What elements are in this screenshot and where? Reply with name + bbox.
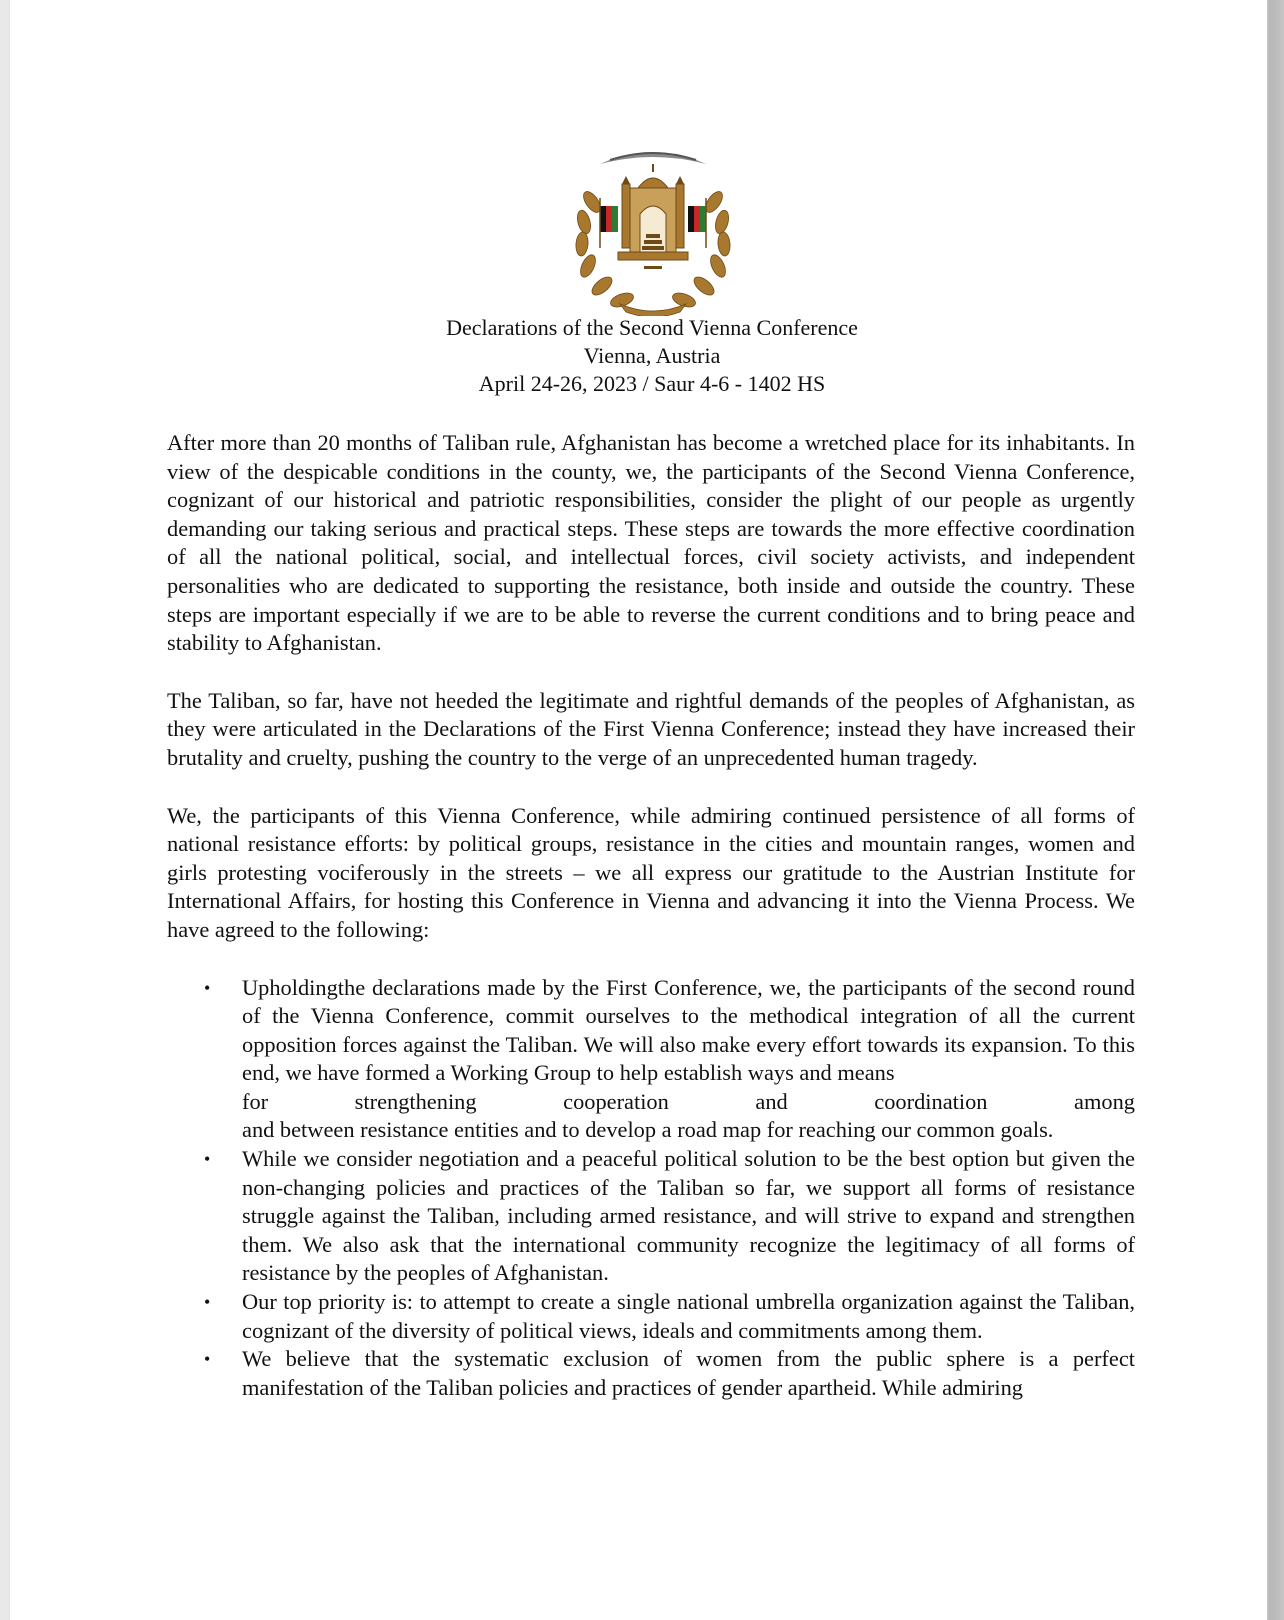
page-edge-left [0,0,10,1620]
declaration-text: While we consider negotiation and a peaceful political solution to be the best option but given the non-changing policies and practices of the Taliban so far, we support all forms of resistance struggle against the Taliban, including armed resistance, and will strive to expand and strengthen them. We also ask that the international community recognize the legitimacy of all forms of resistance by the peoples of Afghanistan. [242,1146,1135,1286]
list-item [167,1345,1135,1402]
list-item [167,1288,1135,1345]
declaration-text-tail: and between resistance entities and to develop a road map for reaching our common goals. [242,1117,1054,1143]
declaration-text: We believe that the systematic exclusion of women from the public sphere is a perfect manifestation of the Taliban policies and practices of gender apartheid. While admiring [242,1346,1135,1400]
declaration-text: Our top priority is: to attempt to create a single national umbrella organization against the Taliban, cognizant of the diversity of political views, ideals and commitments among them. [242,1289,1135,1343]
justified-line [242,1088,1135,1117]
spread-word: for [242,1088,269,1114]
paragraph-intro: After more than 20 months of Taliban rule, Afghanistan has become a wretched place for its inhabitants. In view of the despicable conditions in the county, we, the participants of the Second Vienna Conference, cognizant of our historical and patriotic responsibilities, consider the plight of our people as urgently demanding our taking serious and practical steps. These steps are towards the more effective coordination of all the national political, social, and intellectual forces, civil society activists, and independent personalities who are dedicated to supporting the resistance, both inside and outside the country. These steps are important especially if we are to be able to reverse the current conditions and to bring peace and stability to Afghanistan. [167,430,1135,656]
page-edge-right [1267,0,1284,1620]
document-page [10,0,1267,1620]
document-title: Declarations of the Second Vienna Conference [446,315,858,340]
bullet-icon: • [204,977,211,998]
paragraph-taliban-demands: The Taliban, so far, have not heeded the legitimate and rightful demands of the peoples of Afghanistan, as they were articulated in the Declarations of the First Vienna Conference; instead they have increased their brutality and cruelty, pushing the country to the verge of an unprecedented human tragedy. [167,687,1135,770]
spread-word: coordination [874,1088,988,1114]
bullet-icon: • [204,1149,211,1170]
bullet-icon: • [204,1292,211,1313]
list-item [167,1145,1135,1288]
bullet-icon: • [204,1349,211,1370]
document-header [310,314,994,398]
document-body [167,429,1135,1402]
list-item [167,974,1135,1146]
document-date: April 24-26, 2023 / Saur 4-6 - 1402 HS [478,371,826,396]
declarations-list [167,974,1135,1403]
spread-word: cooperation [563,1088,669,1114]
spread-word: strengthening [354,1088,477,1114]
afghanistan-emblem-icon [570,142,736,316]
spread-word: and [755,1088,788,1114]
paragraph-gratitude: We, the participants of this Vienna Conference, while admiring continued persistence of all forms of national resistance efforts: by political groups, resistance in the cities and mountain ranges, women and girls protesting vociferously in the streets – we all express our gratitude to the Austrian Institute for International Affairs, for hosting this Conference in Vienna and advancing it into the Vienna Process. We have agreed to the following: [167,802,1135,942]
document-location: Vienna, Austria [583,343,721,368]
declaration-text: Upholdingthe declarations made by the First Conference, we, the participants of the second round of the Vienna Conference, commit ourselves to the methodical integration of all the current opposition forces against the Taliban. We will also make every effort towards its expansion. To this end, we have formed a Working Group to help establish ways and means [242,974,1135,1086]
spread-word: among [1074,1088,1135,1114]
